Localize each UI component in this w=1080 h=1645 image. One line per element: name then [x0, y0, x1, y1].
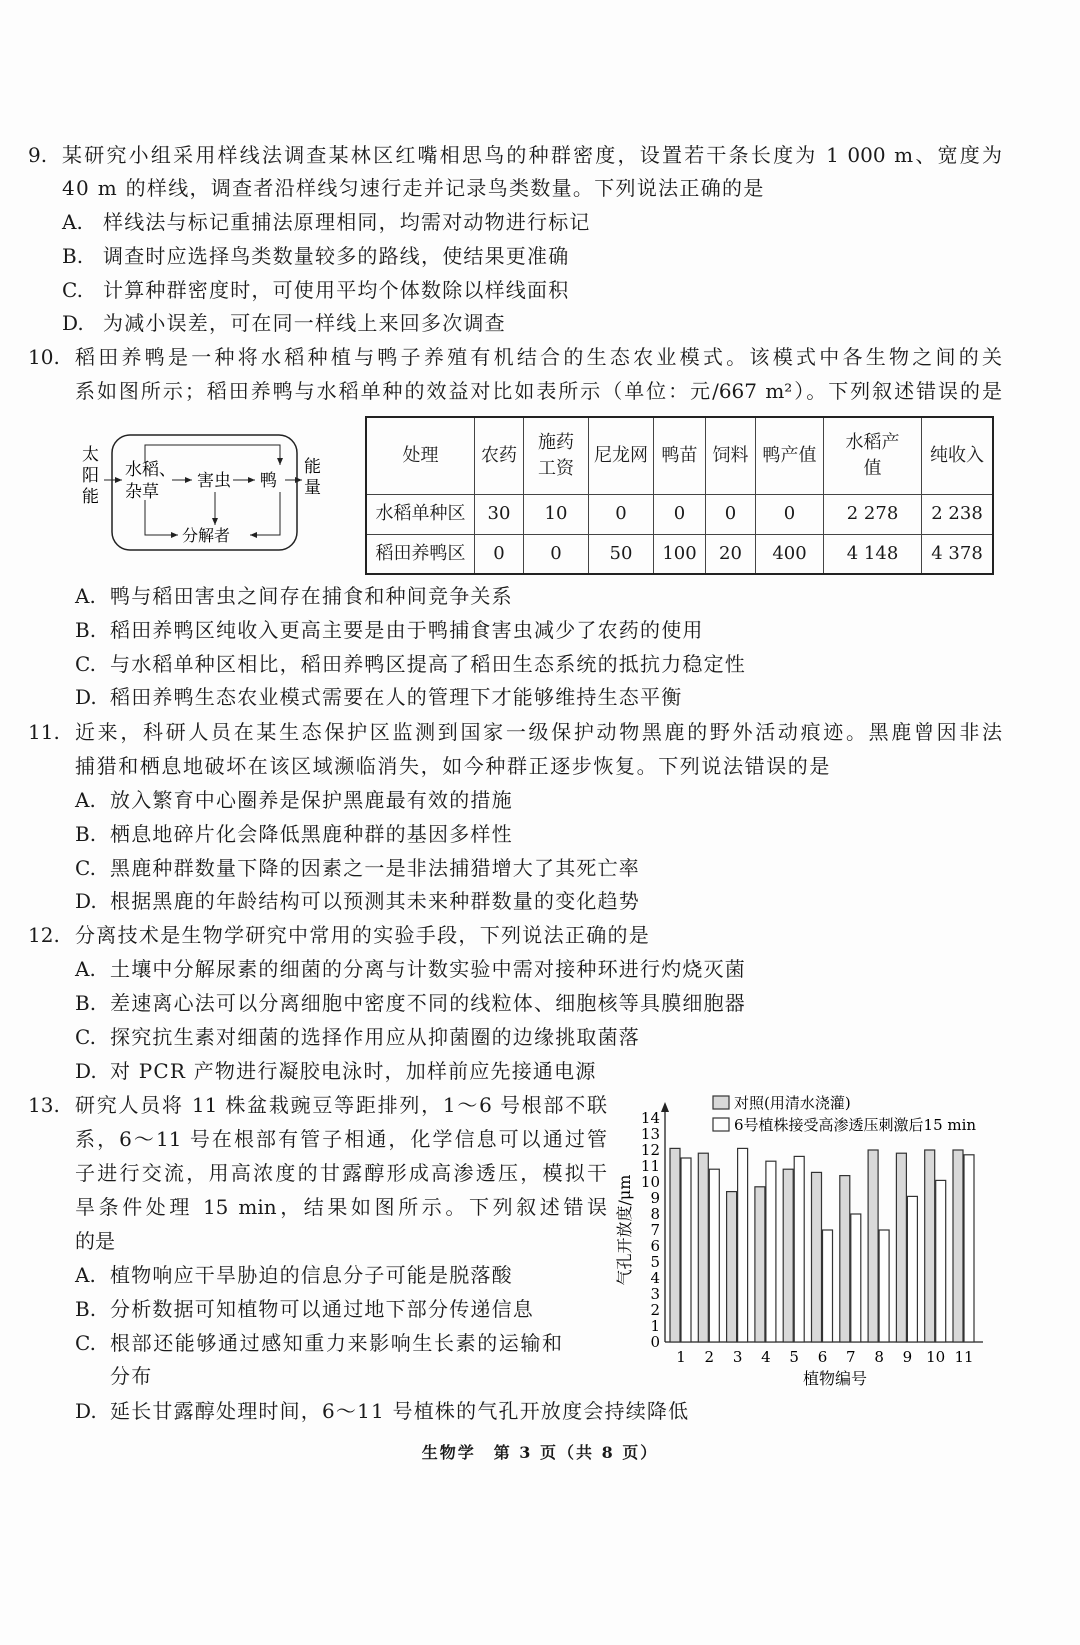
- option-label: D.: [75, 889, 97, 913]
- bar-treatment: [738, 1148, 748, 1342]
- option-label: D.: [75, 1399, 97, 1423]
- option-text: 探究抗生素对细菌的选择作用应从抑菌圈的边缘挑取菌落: [110, 1025, 640, 1049]
- legend-swatch: [713, 1096, 729, 1109]
- svg-text:阳: 阳: [82, 466, 99, 486]
- option-label: C.: [62, 278, 83, 302]
- bar-treatment: [936, 1180, 946, 1342]
- option-label: D.: [75, 1059, 97, 1083]
- bar-treatment: [766, 1161, 776, 1342]
- y-axis-label: 气孔开放度/μm: [615, 1174, 634, 1286]
- x-tick-label: 6: [817, 1348, 828, 1366]
- y-tick-label: 1: [650, 1317, 660, 1335]
- node-weed: 杂草: [125, 482, 159, 502]
- table-row: 稻田养鸭区 0 0 50 100 20 400 4 148 4 378: [366, 534, 993, 574]
- svg-text:量: 量: [304, 478, 321, 498]
- bar-treatment: [907, 1196, 917, 1342]
- option-text: 对 PCR 产物进行凝胶电泳时，加样前应先接通电源: [110, 1059, 597, 1083]
- table-header-row: 处理 农药 施药工资 尼龙网 鸭苗 饲料 鸭产值 水稻产值 纯收入: [366, 417, 993, 494]
- question-text: 的是: [75, 1229, 115, 1253]
- page-footer: 生物学 第 3 页（共 8 页）: [421, 1443, 659, 1462]
- bar-control: [698, 1153, 708, 1342]
- bar-control: [783, 1169, 793, 1342]
- option-text: 根据黑鹿的年龄结构可以预测其未来种群数量的变化趋势: [110, 889, 640, 913]
- bar-treatment: [879, 1230, 889, 1342]
- table-row: 水稻单种区 30 10 0 0 0 0 2 278 2 238: [366, 494, 993, 534]
- x-tick-label: 8: [874, 1348, 884, 1366]
- option-label: B.: [75, 822, 97, 846]
- option-text: 为减小误差，可在同一样线上来回多次调查: [103, 311, 506, 335]
- y-tick-label: 12: [640, 1141, 660, 1159]
- question-text: 分离技术是生物学研究中常用的实验手段，下列说法正确的是: [75, 923, 651, 947]
- bar-treatment: [794, 1156, 804, 1342]
- question-number: 12.: [28, 923, 60, 947]
- svg-text:能: 能: [82, 487, 99, 507]
- node-duck: 鸭: [260, 471, 277, 491]
- x-tick-label: 10: [926, 1348, 946, 1366]
- y-tick-label: 7: [650, 1221, 660, 1239]
- option-text: 黑鹿种群数量下降的因素之一是非法捕猎增大了其死亡率: [110, 856, 640, 880]
- x-tick-label: 7: [846, 1348, 856, 1366]
- bar-control: [812, 1172, 822, 1342]
- bar-control: [925, 1150, 935, 1342]
- option-text: 样线法与标记重捕法原理相同，均需对动物进行标记: [103, 210, 591, 234]
- option-text: 稻田养鸭区纯收入更高主要是由于鸭捕食害虫减少了农药的使用: [110, 618, 704, 642]
- option-text: 分布: [110, 1364, 153, 1388]
- bar-control: [896, 1153, 906, 1342]
- legend-swatch: [713, 1118, 729, 1131]
- node-rice: 水稻、: [125, 460, 176, 480]
- y-tick-label: 8: [650, 1205, 660, 1223]
- option-label: B.: [75, 991, 97, 1015]
- stomata-bar-chart: [610, 1090, 1030, 1390]
- y-tick-label: 4: [650, 1269, 660, 1287]
- option-text: 延长甘露醇处理时间，6～11 号植株的气孔开放度会持续降低: [110, 1399, 690, 1423]
- y-tick-label: 0: [650, 1333, 660, 1351]
- option-label: C.: [75, 1331, 96, 1355]
- option-text: 植物响应干旱胁迫的信息分子可能是脱落酸: [110, 1263, 513, 1287]
- question-number: 13.: [28, 1093, 60, 1117]
- y-tick-label: 13: [640, 1125, 660, 1143]
- option-text: 根部还能够通过感知重力来影响生长素的运输和: [110, 1331, 564, 1355]
- option-label: C.: [75, 652, 96, 676]
- bar-treatment: [709, 1169, 719, 1342]
- option-label: B.: [75, 1297, 97, 1321]
- option-label: D.: [62, 311, 84, 335]
- y-tick-label: 5: [650, 1253, 660, 1271]
- y-tick-label: 10: [640, 1173, 660, 1191]
- question-text: 旱条件处理 15 min，结果如图所示。下列叙述错误: [75, 1195, 607, 1219]
- svg-text:能: 能: [304, 457, 321, 477]
- y-tick-label: 2: [650, 1301, 660, 1319]
- x-tick-label: 11: [954, 1348, 974, 1366]
- y-tick-label: 6: [650, 1237, 660, 1255]
- option-text: 调查时应选择鸟类数量较多的路线，使结果更准确: [103, 244, 570, 268]
- question-text: 40 m 的样线，调查者沿样线匀速行走并记录鸟类数量。下列说法正确的是: [62, 176, 765, 200]
- bar-treatment: [851, 1214, 861, 1342]
- question-text: 子进行交流，用高浓度的甘露醇形成高渗透压，模拟干: [75, 1161, 607, 1185]
- y-tick-label: 11: [640, 1157, 660, 1175]
- y-axis-arrow: [661, 1102, 669, 1112]
- x-tick-label: 3: [732, 1348, 743, 1366]
- option-text: 放入繁育中心圈养是保护黑鹿最有效的措施: [110, 788, 513, 812]
- x-tick-label: 1: [676, 1348, 686, 1366]
- bar-treatment: [823, 1230, 833, 1342]
- option-text: 土壤中分解尿素的细菌的分离与计数实验中需对接种环进行灼烧灭菌: [110, 957, 746, 981]
- svg-text:太: 太: [82, 445, 99, 465]
- x-axis-label: 植物编号: [802, 1369, 868, 1388]
- option-label: A.: [75, 1263, 96, 1287]
- option-label: C.: [75, 856, 96, 880]
- benefit-table: [365, 416, 994, 575]
- option-text: 栖息地碎片化会降低黑鹿种群的基因多样性: [110, 822, 513, 846]
- option-label: B.: [62, 244, 84, 268]
- bar-control: [755, 1187, 765, 1342]
- bar-control: [868, 1150, 878, 1342]
- legend-label: 6号植株接受高渗透压刺激后15 min: [734, 1116, 977, 1134]
- bar-control: [840, 1176, 850, 1342]
- option-label: A.: [75, 584, 96, 608]
- y-tick-label: 14: [640, 1109, 660, 1127]
- question-text: 系如图所示；稻田养鸭与水稻单种的效益对比如表所示（单位：元/667 m²）。下列叙述错误的是: [75, 379, 1002, 403]
- option-text: 差速离心法可以分离细胞中密度不同的线粒体、细胞核等具膜细胞器: [110, 991, 746, 1015]
- question-number: 10.: [28, 345, 60, 369]
- question-text: 系，6～11 号在根部有管子相通，化学信息可以通过管: [75, 1127, 607, 1151]
- y-tick-label: 9: [650, 1189, 660, 1207]
- option-label: A.: [75, 788, 96, 812]
- legend-label: 对照(用清水浇灌): [734, 1094, 851, 1112]
- bar-treatment: [681, 1158, 691, 1342]
- question-text: 稻田养鸭是一种将水稻种植与鸭子养殖有机结合的生态农业模式。该模式中各生物之间的关: [75, 345, 1002, 369]
- question-text: 近来，科研人员在某生态保护区监测到国家一级保护动物黑鹿的野外活动痕迹。黑鹿曾因非法: [75, 720, 1002, 744]
- x-tick-label: 5: [789, 1348, 799, 1366]
- question-number: 11.: [28, 720, 60, 744]
- node-pest: 害虫: [197, 471, 231, 491]
- question-text: 捕猎和栖息地破坏在该区域濒临消失，如今种群正逐步恢复。下列说法错误的是: [75, 754, 831, 778]
- question-text: 某研究小组采用样线法调查某林区红嘴相思鸟的种群密度，设置若干条长度为 1 000 m、宽度为: [62, 143, 1002, 167]
- x-tick-label: 9: [902, 1348, 913, 1366]
- option-label: B.: [75, 618, 97, 642]
- option-text: 稻田养鸭生态农业模式需要在人的管理下才能够维持生态平衡: [110, 685, 683, 709]
- option-text: 与水稻单种区相比，稻田养鸭区提高了稻田生态系统的抵抗力稳定性: [110, 652, 746, 676]
- bar-control: [670, 1148, 680, 1342]
- option-text: 分析数据可知植物可以通过地下部分传递信息: [110, 1297, 534, 1321]
- option-label: A.: [62, 210, 83, 234]
- option-label: A.: [75, 957, 96, 981]
- bar-control: [953, 1150, 963, 1342]
- option-label: C.: [75, 1025, 96, 1049]
- y-tick-label: 3: [650, 1285, 660, 1303]
- bar-control: [727, 1192, 737, 1342]
- food-web-diagram: [70, 420, 360, 560]
- x-tick-label: 2: [704, 1348, 715, 1366]
- option-label: D.: [75, 685, 97, 709]
- question-text: 研究人员将 11 株盆栽豌豆等距排列，1～6 号根部不联: [75, 1093, 607, 1117]
- option-text: 计算种群密度时，可使用平均个体数除以样线面积: [103, 278, 570, 302]
- question-number: 9.: [28, 143, 48, 167]
- bar-treatment: [964, 1155, 974, 1342]
- x-tick-label: 4: [761, 1348, 771, 1366]
- option-text: 鸭与稻田害虫之间存在捕食和种间竞争关系: [110, 584, 513, 608]
- node-decomposer: 分解者: [182, 526, 231, 545]
